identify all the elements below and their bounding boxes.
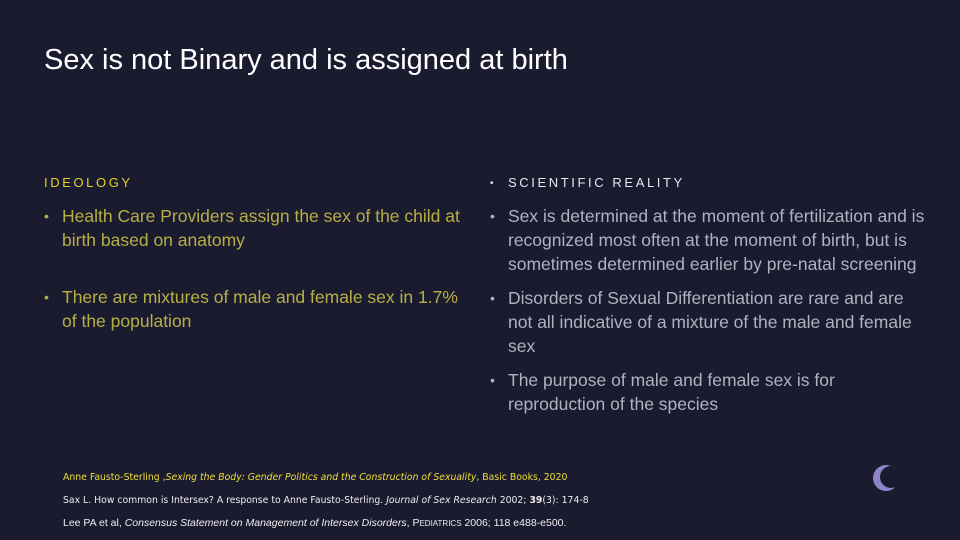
bullet-icon: • [490,178,494,189]
list-item-text: Health Care Providers assign the sex of the child at birth based on anatomy [62,206,460,250]
list-item-text: Disorders of Sexual Differentiation are rare and are not all indicative of a mixture of the male and female sex [508,288,912,356]
list-item [490,286,930,358]
list-item-text: The purpose of male and female sex is for reproduction of the species [508,370,835,414]
reference-journal-initial: P [412,517,420,529]
list-item [490,204,930,276]
reference-author: Anne Fausto-Sterling , [63,472,166,483]
scientific-reality-list [490,204,930,416]
reference-journal: Journal of Sex Research [386,495,497,506]
reference-author: Lee PA et al, [63,517,125,529]
bullet-icon: • [490,290,495,306]
reference-volume: 39 [529,495,543,506]
reference-pages: (3): 174-8 [542,495,589,506]
reference-fausto-sterling [63,472,589,483]
ideology-list [44,204,474,333]
list-item-text: There are mixtures of male and female sex in 1.7% of the population [62,287,458,331]
reference-citation: 2006; 118 e488-e500. [461,517,567,529]
bullet-icon: • [44,208,49,224]
list-item [490,368,930,416]
reference-publisher: , Basic Books, 2020 [476,472,568,483]
scientific-reality-heading [490,175,685,190]
list-item [44,204,474,252]
reference-journal-rest: EDIATRICS [419,519,462,528]
bullet-icon: • [44,289,49,305]
reference-book-title: Sexing the Body: Gender Politics and the Construction of Sexuality [165,472,477,483]
reference-text: Sax L. How common is Intersex? A response to Anne Fausto-Sterling. [63,495,387,506]
list-item [44,285,474,333]
list-item-text: Sex is determined at the moment of fertilization and is recognized most often at the moment of birth, but is sometimes determined earlier by pre-natal screening [508,206,925,274]
crescent-moon-icon [872,464,900,492]
reference-title: Consensus Statement on Management of Intersex Disorders [124,517,407,529]
bullet-icon: • [490,372,495,388]
references [63,472,589,529]
ideology-heading: IDEOLOGY [44,175,133,190]
reference-year: 2002; [496,495,530,506]
slide-title: Sex is not Binary and is assigned at birth [44,44,568,76]
reference-sax [63,495,589,506]
reference-separator: , [406,517,413,529]
bullet-icon: • [490,208,495,224]
reference-lee [63,517,589,529]
scientific-reality-heading-text: SCIENTIFIC REALITY [508,175,685,190]
